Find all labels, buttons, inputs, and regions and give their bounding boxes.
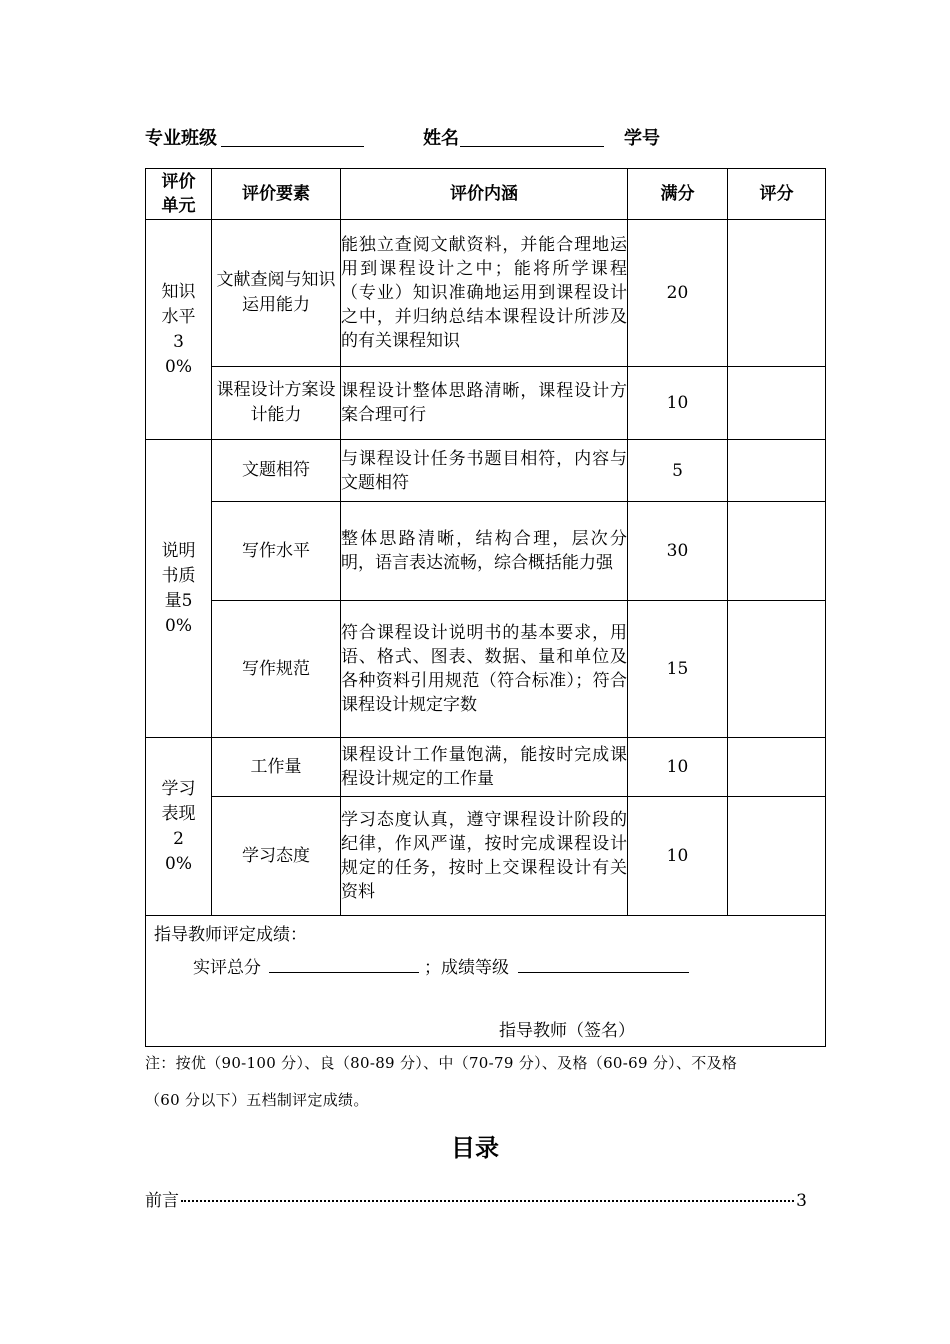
table-row [146, 502, 826, 601]
major-class-label: 专业班级 [145, 128, 217, 149]
max-score: 5 [628, 440, 728, 502]
column-header: 评价要素 [212, 169, 341, 220]
column-header: 评分 [728, 169, 826, 220]
evaluation-element: 学习态度 [212, 797, 341, 916]
evaluation-element: 课程设计方案设计能力 [212, 367, 341, 440]
toc-entry[interactable] [145, 1186, 807, 1211]
evaluation-content: 能独立查阅文献资料，并能合理地运用到课程设计之中；能将所学课程（专业）知识准确地运用到课程设计之中，并归纳总结本课程设计所涉及的有关课程知识 [341, 220, 628, 367]
evaluation-element: 写作规范 [212, 601, 341, 738]
max-score: 10 [628, 738, 728, 797]
table-row [146, 220, 826, 367]
table-row [146, 797, 826, 916]
column-header: 评价单元 [146, 169, 212, 220]
grading-note-line-2: （60 分以下）五档制评定成绩。 [145, 1091, 369, 1109]
evaluation-content: 与课程设计任务书题目相符，内容与文题相符 [341, 440, 628, 502]
score-cell[interactable] [728, 502, 826, 601]
total-score-label: 实评总分 [193, 958, 261, 978]
evaluation-content: 整体思路清晰，结构合理，层次分明，语言表达流畅，综合概括能力强 [341, 502, 628, 601]
evaluation-element: 写作水平 [212, 502, 341, 601]
score-cell[interactable] [728, 601, 826, 738]
score-cell[interactable] [728, 738, 826, 797]
column-header: 评价内涵 [341, 169, 628, 220]
max-score: 20 [628, 220, 728, 367]
evaluation-unit: 学习表现20% [146, 738, 212, 916]
toc-entry-page: 3 [796, 1191, 807, 1211]
total-score-field[interactable] [269, 972, 419, 973]
name-label: 姓名 [423, 128, 459, 149]
student-id-label: 学号 [624, 128, 660, 149]
evaluation-element: 文题相符 [212, 440, 341, 502]
max-score: 10 [628, 367, 728, 440]
evaluation-content: 学习态度认真，遵守课程设计阶段的纪律，作风严谨，按时完成课程设计规定的任务，按时上交课程设计有关资料 [341, 797, 628, 916]
signature-label: 指导教师（签名） [499, 1021, 635, 1041]
grade-level-field[interactable] [518, 972, 689, 973]
instructor-grade-cell [146, 916, 826, 1047]
name-field[interactable] [460, 146, 604, 147]
column-header: 满分 [628, 169, 728, 220]
evaluation-content: 符合课程设计说明书的基本要求，用语、格式、图表、数据、量和单位及各种资料引用规范（符合标准）；符合课程设计规定字数 [341, 601, 628, 738]
evaluation-unit: 说明书质量50% [146, 440, 212, 738]
evaluation-table [145, 168, 826, 1047]
table-row [146, 601, 826, 738]
instructor-grade-row [146, 916, 826, 1047]
max-score: 30 [628, 502, 728, 601]
evaluation-content: 课程设计整体思路清晰，课程设计方案合理可行 [341, 367, 628, 440]
toc-entry-label: 前言 [145, 1191, 179, 1211]
evaluation-unit: 知识水平30% [146, 220, 212, 440]
evaluation-content: 课程设计工作量饱满，能按时完成课程设计规定的工作量 [341, 738, 628, 797]
grade-level-label: ；成绩等级 [424, 958, 509, 978]
grading-note-line-1: 注：按优（90-100 分）、良（80-89 分）、中（70-79 分）、及格（60-69 分）、不及格 [145, 1054, 738, 1072]
table-header-row [146, 169, 826, 220]
instructor-grade-label: 指导教师评定成绩： [154, 925, 307, 945]
score-cell[interactable] [728, 367, 826, 440]
table-row [146, 738, 826, 797]
table-row [146, 367, 826, 440]
score-cell[interactable] [728, 220, 826, 367]
score-cell[interactable] [728, 440, 826, 502]
evaluation-element: 工作量 [212, 738, 341, 797]
toc-title: 目录 [451, 1134, 499, 1162]
max-score: 15 [628, 601, 728, 738]
evaluation-element: 文献查阅与知识运用能力 [212, 220, 341, 367]
max-score: 10 [628, 797, 728, 916]
score-cell[interactable] [728, 797, 826, 916]
table-row [146, 440, 826, 502]
major-class-field[interactable] [221, 146, 364, 147]
toc-leader-dots [181, 1200, 794, 1202]
